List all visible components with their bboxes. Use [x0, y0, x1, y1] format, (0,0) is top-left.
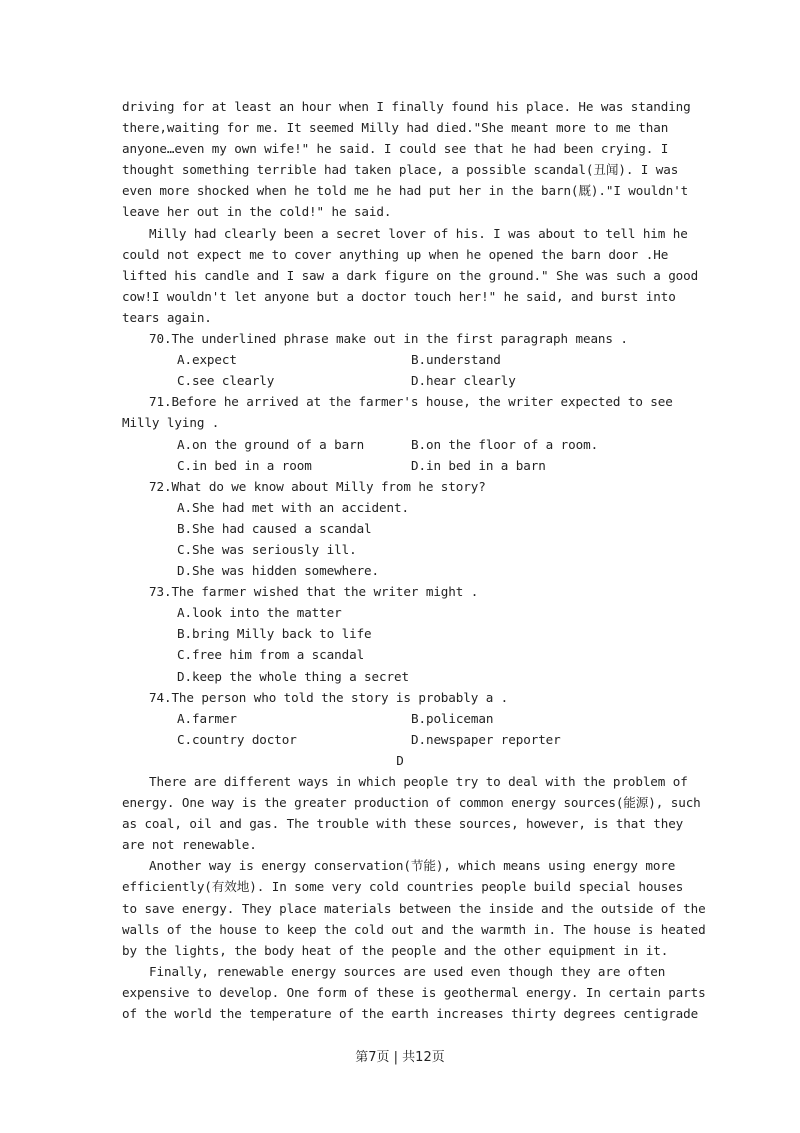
option-c: C.free him from a scandal — [177, 647, 365, 663]
text-line: by the lights, the body heat of the people and the other equipment in it. — [122, 942, 669, 958]
option-row — [122, 370, 678, 391]
option-c: C.see clearly — [177, 373, 275, 389]
passage-d-paragraph-3 — [122, 961, 706, 1024]
option-d: D.She was hidden somewhere. — [177, 563, 380, 579]
text-line: driving for at least an hour when I finally found his place. He was standing — [122, 99, 691, 114]
question-73 — [122, 581, 678, 686]
text-line: even more shocked when he told me he had put her in the barn(厩)."I wouldn't — [122, 183, 689, 199]
page-footer: 第7页 | 共12页 — [355, 1050, 445, 1065]
option-row — [122, 729, 678, 750]
text-line: as coal, oil and gas. The trouble with these sources, however, is that they — [122, 816, 684, 832]
text-line: walls of the house to keep the cold out and the warmth in. The house is heated — [122, 921, 706, 937]
option-b: B.understand — [411, 352, 501, 368]
question-stem: 71.Before he arrived at the farmer's house, the writer expected to see — [149, 394, 673, 410]
question-74 — [122, 687, 678, 750]
option-a: A.expect — [177, 352, 237, 368]
option-d: D.hear clearly — [411, 373, 516, 389]
question-stem-continued: Milly lying . — [122, 415, 220, 431]
passage-c-paragraph-2 — [122, 223, 699, 328]
text-line: efficiently(有效地). In some very cold countries people build special houses — [122, 879, 684, 895]
text-line: are not renewable. — [122, 837, 257, 853]
text-line: There are different ways in which people try to deal with the problem of — [149, 774, 688, 789]
question-stem: 74.The person who told the story is probably a . — [149, 689, 509, 705]
text-line: tears again. — [122, 309, 212, 325]
question-stem: 73.The farmer wished that the writer might . — [149, 584, 479, 600]
text-line: energy. One way is the greater production of common energy sources(能源), such — [122, 795, 701, 811]
text-line: expensive to develop. One form of these is geothermal energy. In certain parts — [122, 984, 706, 1000]
question-stem: 70.The underlined phrase make out in the first paragraph means . — [149, 331, 628, 347]
option-c: C.She was seriously ill. — [177, 541, 357, 557]
option-row — [122, 349, 678, 370]
question-70 — [122, 328, 678, 391]
page-body — [122, 96, 706, 1024]
passage-d-paragraph-1 — [122, 771, 701, 855]
option-c: C.country doctor — [177, 731, 297, 747]
option-a: A.look into the matter — [177, 605, 342, 621]
option-b: B.She had caused a scandal — [177, 520, 372, 536]
text-line: anyone…even my own wife!" he said. I could see that he had been crying. I — [122, 141, 669, 157]
passage-c-paragraph-1 — [122, 96, 691, 223]
option-d: D.in bed in a barn — [411, 457, 546, 473]
option-b: B.bring Milly back to life — [177, 626, 372, 642]
question-71 — [122, 391, 678, 475]
text-line: leave her out in the cold!" he said. — [122, 204, 392, 220]
option-row — [122, 455, 678, 476]
text-line: to save energy. They place materials between the inside and the outside of the — [122, 900, 706, 916]
option-d: D.newspaper reporter — [411, 731, 561, 747]
question-stem: 72.What do we know about Milly from he story? — [149, 478, 486, 494]
question-72 — [122, 476, 678, 581]
option-row — [122, 434, 678, 455]
text-line: there,waiting for me. It seemed Milly had died."She meant more to me than — [122, 120, 669, 136]
option-b: B.on the floor of a room. — [411, 436, 599, 452]
passage-d-paragraph-2 — [122, 855, 706, 960]
text-line: Finally, renewable energy sources are used even though they are often — [149, 963, 666, 979]
text-line: Another way is energy conservation(节能), which means using energy more — [149, 858, 676, 874]
option-d: D.keep the whole thing a secret — [177, 668, 409, 684]
option-a: A.on the ground of a barn — [177, 436, 365, 452]
text-line: Milly had clearly been a secret lover of his. I was about to tell him he — [149, 225, 688, 241]
text-line: could not expect me to cover anything up when he opened the barn door .He — [122, 246, 669, 262]
option-c: C.in bed in a room — [177, 457, 312, 473]
option-b: B.policeman — [411, 710, 494, 726]
section-heading: D — [396, 752, 404, 768]
text-line: cow!I wouldn't let anyone but a doctor touch her!" he said, and burst into — [122, 288, 676, 304]
option-row — [122, 708, 678, 729]
text-line: thought something terrible had taken place, a possible scandal(丑闻). I was — [122, 162, 679, 178]
text-line: lifted his candle and I saw a dark figure on the ground." She was such a good — [122, 267, 699, 283]
option-a: A.farmer — [177, 710, 237, 726]
text-line: of the world the temperature of the earth increases thirty degrees centigrade — [122, 1006, 699, 1022]
option-a: A.She had met with an accident. — [177, 499, 409, 515]
